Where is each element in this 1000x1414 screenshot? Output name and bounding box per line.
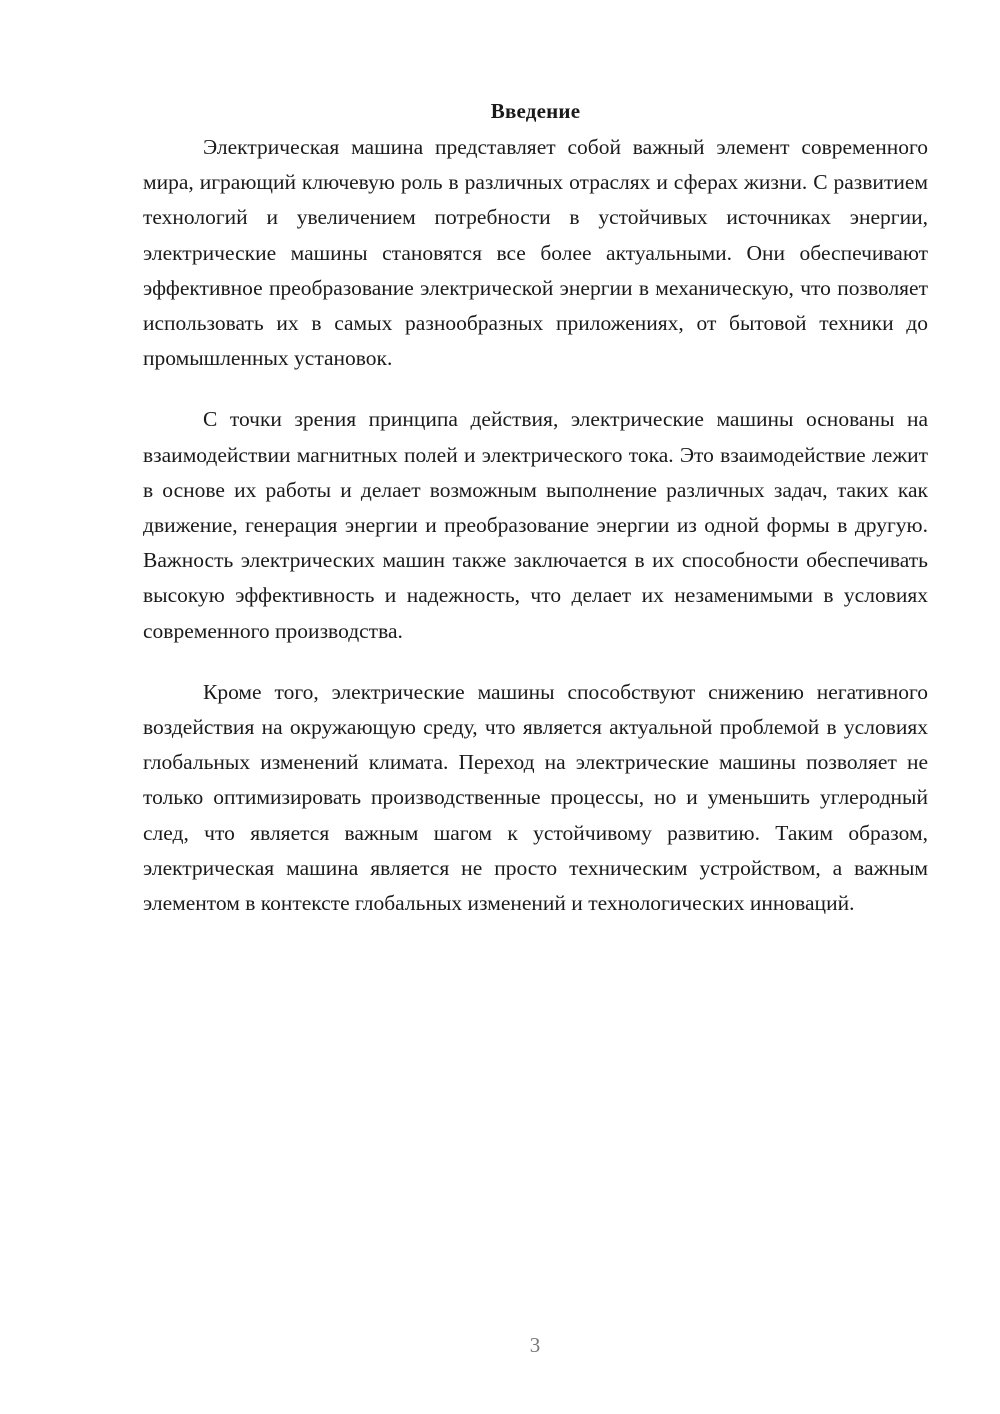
paragraph-principle: С точки зрения принципа действия, электрические машины основаны на взаимодействии магнитных полей и электрического тока. Это взаимодействие лежит в основе их работы и делает возможным выполнение различных задач, таких как движение, генерация энергии и преобразование энергии из одной формы в другую. Важность электрических машин также заключается в их способности обеспечивать высокую эффективность и надежность, что делает их незаменимыми в условиях современного производства. <box>143 407 928 643</box>
paragraph-environment: Кроме того, электрические машины способствуют снижению негативного воздействия на окружающую среду, что является актуальной проблемой в условиях глобальных изменений климата. Переход на электрические машины позволяет не только оптимизировать производственные процессы, но и уменьшить углеродный след, что является важным шагом к устойчивому развитию. Таким образом, электрическая машина является не просто техническим устройством, а важным элементом в контексте глобальных изменений и технологических инноваций. <box>143 679 928 916</box>
paragraph-intro: Электрическая машина представляет собой важный элемент современного мира, играющий ключевую роль в различных отраслях и сферах жизни. С развитием технологий и увеличением потребности в устойчивых источниках энергии, электрические машины становятся все более актуальными. Они обеспечивают эффективное преобразование электрической энергии в механическую, что позволяет использовать их в самых разнообразных приложениях, от бытовой техники до промышленных установок. <box>143 135 928 371</box>
page-number: 3 <box>529 1333 541 1357</box>
page-content <box>143 96 928 921</box>
section-heading: Введение <box>490 99 581 123</box>
